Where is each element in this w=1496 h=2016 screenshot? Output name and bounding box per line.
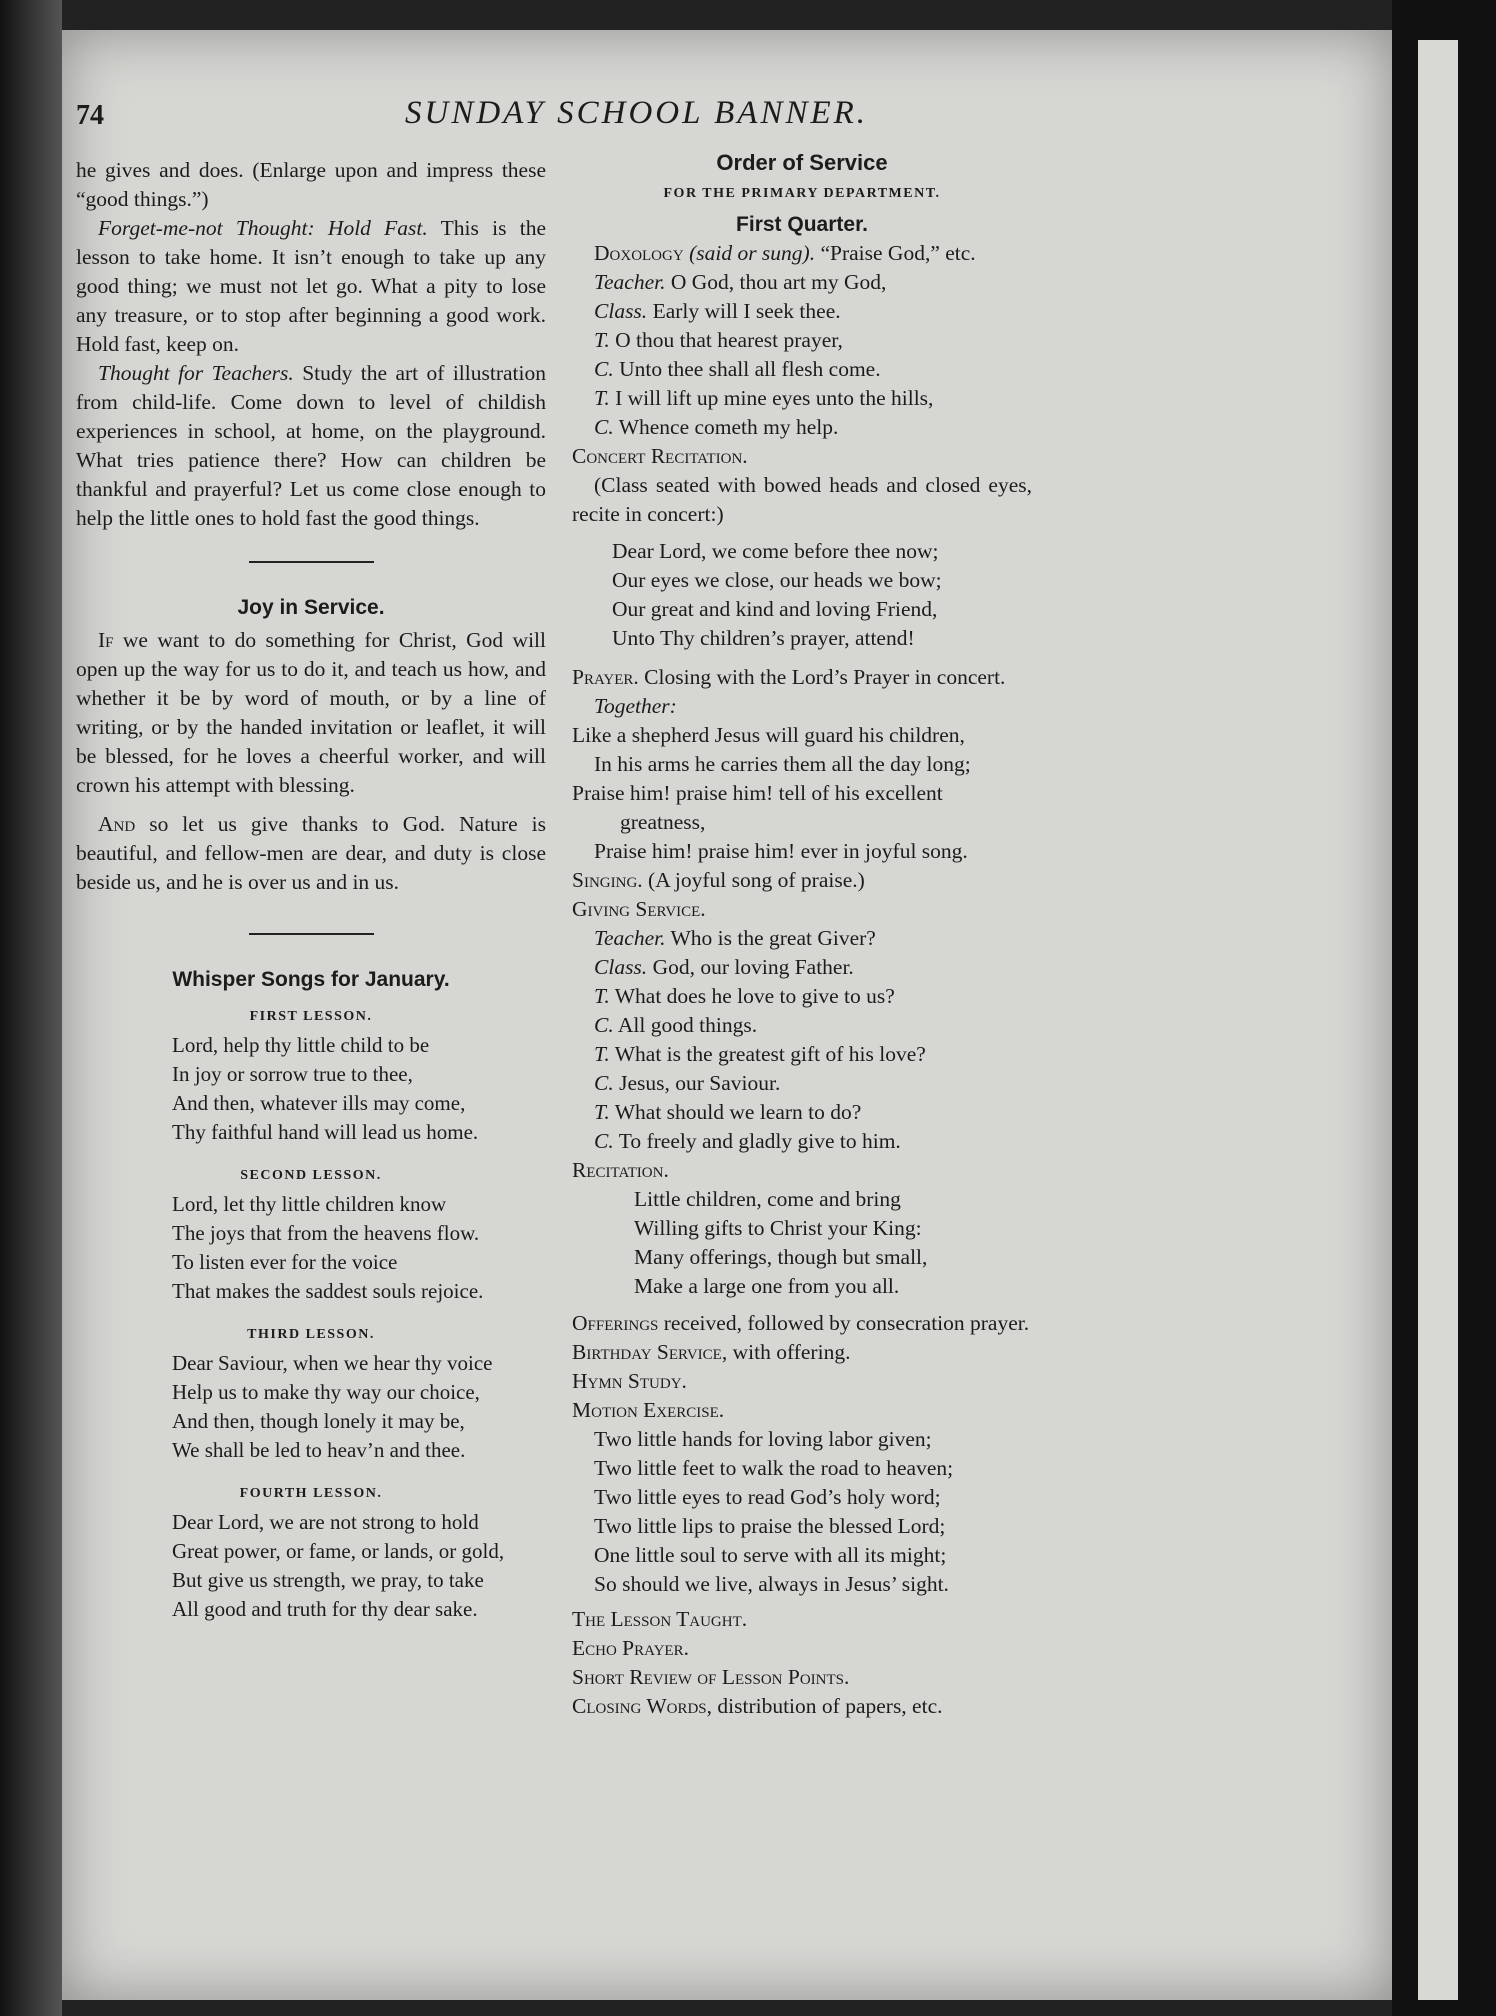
- binding-edge: [0, 0, 62, 2016]
- verse-line: Little children, come and bring: [634, 1187, 901, 1211]
- speaker: Teacher.: [594, 270, 666, 294]
- verse-line: One little soul to serve with all its might;: [594, 1543, 947, 1567]
- verse-line: In joy or sorrow true to thee,: [172, 1062, 413, 1086]
- birthday-text: with offering.: [727, 1340, 851, 1364]
- response-text: Jesus, our Saviour.: [613, 1071, 781, 1095]
- recitation-verse: [572, 1185, 1032, 1301]
- response-text: To freely and gladly give to him.: [613, 1129, 901, 1153]
- speaker: T.: [594, 1042, 610, 1066]
- lesson-heading: THIRD LESSON.: [247, 1327, 375, 1342]
- verse-line: Like a shepherd Jesus will guard his children,: [572, 723, 965, 747]
- response-text: Unto thee shall all flesh come.: [613, 357, 881, 381]
- response-line: [572, 982, 1032, 1011]
- speaker: C.: [594, 357, 614, 381]
- joy-p1-text: we want to do something for Christ, God will open up the way for us to do it, and teach us how, and whether it be by word of mouth, or by a line of writing, or by the handed invitation or leaflet, it will be blessed, for he loves a cheerful worker, and will crown his attempt with blessing.: [76, 628, 546, 797]
- response-line: [572, 297, 1032, 326]
- lesson-verse: [76, 1190, 546, 1306]
- response-text: I will lift up mine eyes unto the hills,: [609, 386, 934, 410]
- response-text: O thou that hearest prayer,: [609, 328, 843, 352]
- closing-line: [572, 1692, 1032, 1721]
- response-text: What does he love to give to us?: [609, 984, 895, 1008]
- response-line: [572, 384, 1032, 413]
- speaker: T.: [594, 328, 610, 352]
- verse-line: That makes the saddest souls rejoice.: [172, 1279, 484, 1303]
- verse-line: Praise him! praise him! tell of his excellent: [572, 781, 943, 805]
- response-line: [572, 268, 1032, 297]
- offerings-label: Offerings: [572, 1311, 659, 1335]
- singing-label: Singing.: [572, 868, 643, 892]
- joy-p2-text: so let us give thanks to God. Nature is beautiful, and fellow-men are dear, and duty is close beside us, and he is over us and in us.: [76, 812, 546, 894]
- verse-line: Our eyes we close, our heads we bow;: [612, 568, 942, 592]
- verse-line: Help us to make thy way our choice,: [172, 1380, 480, 1404]
- motion-verse: [572, 1425, 1032, 1599]
- offerings-line: [572, 1309, 1032, 1338]
- running-head: SUNDAY SCHOOL BANNER.: [405, 95, 869, 131]
- lesson-verse: [76, 1031, 546, 1147]
- verse-line: But give us strength, we pray, to take: [172, 1568, 484, 1592]
- response-line: [572, 1069, 1032, 1098]
- verse-line: Dear Lord, we come before thee now;: [612, 539, 939, 563]
- speaker: T.: [594, 386, 610, 410]
- verse-line: All good and truth for thy dear sake.: [172, 1597, 478, 1621]
- closing-text: distribution of papers, etc.: [712, 1694, 943, 1718]
- joy-p1-lead: If: [98, 628, 114, 652]
- joy-title: Joy in Service.: [237, 596, 385, 619]
- forget-me-not-paragraph: [76, 214, 546, 359]
- response-text: Early will I seek thee.: [647, 299, 841, 323]
- response-text: What should we learn to do?: [609, 1100, 862, 1124]
- teachers-text: Study the art of illustration from child-life. Come down to level of childish experiences in school, at home, on the playground. What tries patience there? How can children be thankful and prayerful? Let us come close enough to help the little ones to hold fast the good things.: [76, 361, 546, 530]
- motion-label: Motion Exercise.: [572, 1398, 725, 1422]
- lesson-verse: [76, 1508, 546, 1624]
- speaker: T.: [594, 984, 610, 1008]
- forget-me-not-label: Forget-me-not Thought: Hold Fast.: [98, 216, 428, 240]
- concert-label: Concert Recitation.: [572, 444, 748, 468]
- verse-line: Two little eyes to read God’s holy word;: [594, 1485, 941, 1509]
- responses-1: [572, 268, 1032, 442]
- speaker: C.: [594, 1013, 614, 1037]
- verse-line: We shall be led to heav’n and thee.: [172, 1438, 466, 1462]
- recitation-label: Recitation.: [572, 1158, 669, 1182]
- whisper-title: Whisper Songs for January.: [172, 968, 450, 991]
- lesson-verse: [76, 1349, 546, 1465]
- response-line: [572, 1098, 1032, 1127]
- offerings-text: received, followed by consecration prayer.: [658, 1311, 1030, 1335]
- prayer-line: [572, 663, 1032, 692]
- response-text: O God, thou art my God,: [665, 270, 887, 294]
- short-review: Short Review of Lesson Points.: [572, 1665, 850, 1689]
- lesson-heading: SECOND LESSON.: [240, 1168, 382, 1183]
- doxology-rest: “Praise God,” etc.: [815, 241, 976, 265]
- lesson-heading: FIRST LESSON.: [249, 1009, 373, 1024]
- together-verse: [572, 721, 1032, 866]
- left-column: [76, 156, 546, 1624]
- speaker: C.: [594, 415, 614, 439]
- page-number: 74: [76, 100, 104, 131]
- teachers-label: Thought for Teachers.: [98, 361, 294, 385]
- birthday-label: Birthday Service,: [572, 1340, 728, 1364]
- lesson-taught: The Lesson Taught.: [572, 1607, 748, 1631]
- joy-paragraph-1: [76, 626, 546, 800]
- response-text: Whence cometh my help.: [613, 415, 839, 439]
- together-label: [572, 692, 1032, 721]
- whisper-lessons: [76, 994, 546, 1624]
- speaker: C.: [594, 1071, 614, 1095]
- concert-verse: [572, 537, 1032, 653]
- verse-line: Two little hands for loving labor given;: [594, 1427, 932, 1451]
- concert-note: (Class seated with bowed heads and closed eyes, recite in concert:): [572, 473, 1032, 526]
- quarter-heading: First Quarter.: [736, 213, 868, 236]
- verse-line: Dear Lord, we are not strong to hold: [172, 1510, 479, 1534]
- speaker: Class.: [594, 299, 648, 323]
- lesson-heading: FOURTH LESSON.: [239, 1486, 383, 1501]
- speaker: Teacher.: [594, 926, 666, 950]
- joy-paragraph-2: [76, 810, 546, 897]
- prayer-label: Prayer.: [572, 665, 639, 689]
- verse-line: Willing gifts to Christ your King:: [634, 1216, 922, 1240]
- response-line: [572, 413, 1032, 442]
- responses-2: [572, 924, 1032, 1156]
- verse-line: Two little feet to walk the road to heaven;: [594, 1456, 954, 1480]
- verse-line: greatness,: [620, 810, 706, 834]
- verse-line: Lord, help thy little child to be: [172, 1033, 430, 1057]
- verse-line: Unto Thy children’s prayer, attend!: [612, 626, 915, 650]
- verse-line: Lord, let thy little children know: [172, 1192, 447, 1216]
- verse-line: In his arms he carries them all the day long;: [594, 752, 971, 776]
- verse-line: Praise him! praise him! ever in joyful song.: [594, 839, 968, 863]
- response-line: [572, 326, 1032, 355]
- singing-line: [572, 866, 1032, 895]
- hymn-label: Hymn Study.: [572, 1369, 687, 1393]
- order-title: Order of Service: [716, 150, 888, 175]
- response-line: [572, 924, 1032, 953]
- response-line: [572, 355, 1032, 384]
- speaker: T.: [594, 1100, 610, 1124]
- birthday-line: [572, 1338, 1032, 1367]
- doxology-label: Doxology: [594, 241, 684, 265]
- verse-line: To listen ever for the voice: [172, 1250, 398, 1274]
- order-subtitle: FOR THE PRIMARY DEPARTMENT.: [663, 186, 941, 201]
- verse-line: Make a large one from you all.: [634, 1274, 900, 1298]
- right-column: [572, 148, 1032, 1721]
- intro-paragraph: he gives and does. (Enlarge upon and impress these “good things.”): [76, 158, 546, 211]
- verse-line: Our great and kind and loving Friend,: [612, 597, 938, 621]
- doxology-italic: (said or sung).: [683, 241, 816, 265]
- teachers-paragraph: [76, 359, 546, 533]
- verse-line: The joys that from the heavens flow.: [172, 1221, 480, 1245]
- response-line: [572, 1040, 1032, 1069]
- singing-text: (A joyful song of praise.): [642, 868, 865, 892]
- response-line: [572, 953, 1032, 982]
- response-line: [572, 1127, 1032, 1156]
- joy-p2-lead: And: [98, 812, 136, 836]
- doxology-line: [572, 239, 1032, 268]
- verse-line: Two little lips to praise the blessed Lord;: [594, 1514, 946, 1538]
- together-text: Together:: [594, 694, 677, 718]
- response-line: [572, 1011, 1032, 1040]
- verse-line: Thy faithful hand will lead us home.: [172, 1120, 479, 1144]
- response-text: Who is the great Giver?: [665, 926, 876, 950]
- speaker: Class.: [594, 955, 648, 979]
- next-page-edge: [1418, 40, 1458, 2000]
- speaker: C.: [594, 1129, 614, 1153]
- verse-line: And then, whatever ills may come,: [172, 1091, 466, 1115]
- verse-line: So should we live, always in Jesus’ sight.: [594, 1572, 949, 1596]
- verse-line: Dear Saviour, when we hear thy voice: [172, 1351, 493, 1375]
- echo-prayer: Echo Prayer.: [572, 1636, 689, 1660]
- giving-label: Giving Service.: [572, 897, 706, 921]
- response-text: God, our loving Father.: [647, 955, 854, 979]
- forget-me-not-text: This is the lesson to take home. It isn’t enough to take up any good thing; we must not let go. What a pity to lose any treasure, or to stop after beginning a good work. Hold fast, keep on.: [76, 216, 546, 356]
- prayer-text: Closing with the Lord’s Prayer in concert.: [638, 665, 1006, 689]
- verse-line: Many offerings, though but small,: [634, 1245, 928, 1269]
- closing-label: Closing Words,: [572, 1694, 713, 1718]
- response-text: What is the greatest gift of his love?: [609, 1042, 926, 1066]
- verse-line: Great power, or fame, or lands, or gold,: [172, 1539, 505, 1563]
- response-text: All good things.: [613, 1013, 758, 1037]
- verse-line: And then, though lonely it may be,: [172, 1409, 465, 1433]
